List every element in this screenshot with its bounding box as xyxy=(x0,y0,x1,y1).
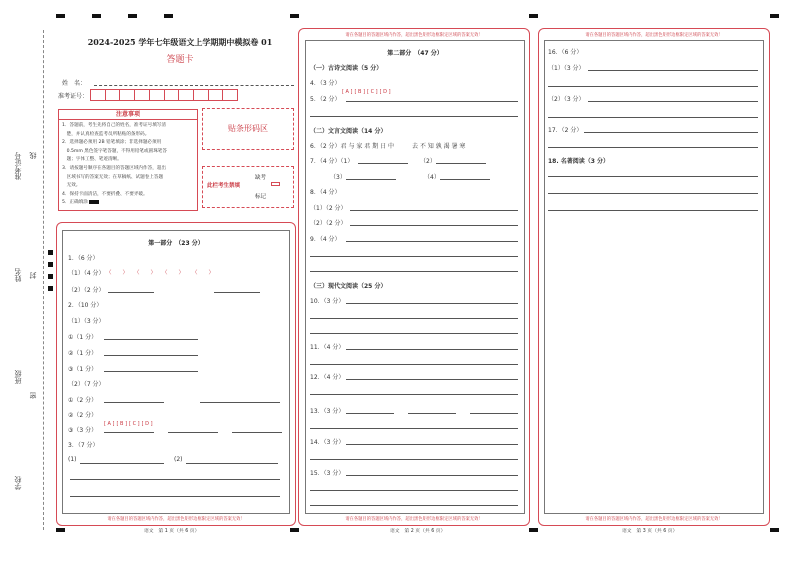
answer-line[interactable] xyxy=(346,303,518,304)
option-d[interactable]: [ D ] xyxy=(141,421,153,427)
answer-line[interactable] xyxy=(408,413,456,414)
barcode-label: 贴条形码区 xyxy=(228,124,268,133)
answer-line[interactable] xyxy=(310,333,518,334)
option-c[interactable]: [ C ] xyxy=(129,421,140,427)
page1-footer: 语文 第 1 页（共 6 页） xyxy=(144,529,200,534)
q15-label: 15．（3 分） xyxy=(310,470,345,477)
page3-inner-box xyxy=(544,40,764,514)
answer-line[interactable] xyxy=(168,432,218,433)
option-c[interactable]: [ C ] xyxy=(367,89,378,95)
option-b[interactable]: [ B ] xyxy=(354,89,366,95)
absent-label: 缺考 xyxy=(255,175,267,181)
answer-line[interactable] xyxy=(548,86,758,87)
q2-1-label: （1）（3 分） xyxy=(68,318,105,325)
answer-line[interactable] xyxy=(548,176,758,177)
notice-line: 题；字体工整、笔迹清晰。 xyxy=(62,157,122,163)
name-field[interactable] xyxy=(94,85,294,86)
part1-title: 第一部分 （23 分） xyxy=(148,240,204,247)
q7-2-label: （2） xyxy=(420,158,436,165)
absent-mark-label: 标记 xyxy=(255,194,267,200)
q3-2-label: (2) xyxy=(174,456,183,463)
answer-line[interactable] xyxy=(310,364,518,365)
q9-label: 9．（4 分） xyxy=(310,236,341,243)
answer-line[interactable] xyxy=(350,210,518,211)
answer-line[interactable] xyxy=(310,428,518,429)
timing-mark xyxy=(290,528,299,532)
answer-line[interactable] xyxy=(200,402,280,403)
side-label: 准考证号 xyxy=(14,152,22,180)
q5-label: 5．（2 分） xyxy=(310,96,341,103)
q1-blank[interactable]: （ ） xyxy=(134,270,157,276)
q17-label: 17．（2 分） xyxy=(548,127,583,134)
part2-title: 第二部分 （47 分） xyxy=(387,50,443,57)
answer-line[interactable] xyxy=(440,179,490,180)
choice-options[interactable] xyxy=(104,410,155,429)
id-label: 准考证号： xyxy=(58,93,89,100)
answer-line[interactable] xyxy=(310,490,518,491)
timing-mark xyxy=(48,286,53,291)
answer-line[interactable] xyxy=(104,371,198,372)
timing-mark xyxy=(770,14,779,18)
notice-line: 无效。 xyxy=(62,183,81,189)
q11-label: 11．（4 分） xyxy=(310,344,345,351)
answer-line[interactable] xyxy=(104,339,198,340)
answer-line[interactable] xyxy=(310,271,518,272)
q10-label: 10．（3 分） xyxy=(310,298,345,305)
q1-blank[interactable]: （ ） xyxy=(162,270,185,276)
notice-line: 区域书写的答案无效；在草稿纸、试题卷上答题 xyxy=(62,174,164,180)
q2-c5-label: ②（2 分） xyxy=(68,412,98,419)
filled-sample xyxy=(89,200,99,204)
notice-line: 5．正确填涂 xyxy=(62,200,88,206)
answer-line[interactable] xyxy=(310,459,518,460)
answer-line[interactable] xyxy=(346,101,518,102)
q18-label: 18. 名著阅读（3 分） xyxy=(548,158,609,165)
q6-label: 6．（2 分）君 与 家 君 期 日 中 去 不 知 孰 渴 暑 寒 xyxy=(310,143,466,150)
answer-line[interactable] xyxy=(548,147,758,148)
notice-line: 4．保持卡面清洁，不要折叠、不要弄破。 xyxy=(62,191,148,197)
q1-blank[interactable]: （ ） xyxy=(192,270,215,276)
q3-label: 3．（7 分） xyxy=(68,442,99,449)
answer-line[interactable] xyxy=(346,444,518,445)
q7-3-label: （3） xyxy=(330,174,346,181)
answer-line[interactable] xyxy=(470,413,518,414)
q2-c6-label: ③（3 分） xyxy=(68,427,98,434)
notice-title: 注意事项 xyxy=(59,110,197,120)
q3-1-label: (1) xyxy=(68,456,77,463)
timing-mark xyxy=(128,14,137,18)
answer-line[interactable] xyxy=(358,163,408,164)
answer-line[interactable] xyxy=(436,163,486,164)
option-a[interactable]: [ A ] xyxy=(342,89,353,95)
notice-line: 楚，并认真检查监考员所粘贴的条形码。 xyxy=(62,131,150,137)
q2-c1-label: ①（1 分） xyxy=(68,334,98,341)
section1-title: （一）古诗文阅读（5 分） xyxy=(310,65,383,72)
answer-line[interactable] xyxy=(186,463,278,464)
notice-line: 2．选择题必须用 2B 铅笔填涂；非选择题必须用 xyxy=(62,140,162,146)
absent-checkbox[interactable] xyxy=(271,182,280,186)
exam-title: 2024-2025 学年七年级语文上学期期中模拟卷 01 xyxy=(87,37,273,47)
q13-label: 13．（3 分） xyxy=(310,408,345,415)
answer-line[interactable] xyxy=(588,101,758,102)
q7-4-label: （4） xyxy=(424,174,440,181)
q7-label: 7．（4 分）（1） xyxy=(310,158,354,165)
answer-line[interactable] xyxy=(104,432,154,433)
side-label: 封 xyxy=(29,272,37,279)
section3-title: （三）现代文阅读（25 分） xyxy=(310,283,387,290)
q16-2-label: （2）（3 分） xyxy=(548,96,585,103)
absent-warning: 此栏考生禁填 xyxy=(207,183,241,189)
answer-line[interactable] xyxy=(588,70,758,71)
binding-line xyxy=(43,30,44,530)
page2-footer: 语文 第 2 页（共 6 页） xyxy=(390,529,446,534)
timing-mark xyxy=(529,528,538,532)
answer-line[interactable] xyxy=(346,475,518,476)
q2-c4-label: ①（2 分） xyxy=(68,397,98,404)
notice-line: 1．答题前，考生先将自己的姓名，准考证号填写清 xyxy=(62,123,166,128)
answer-line[interactable] xyxy=(346,349,518,350)
timing-mark xyxy=(290,14,299,18)
name-label: 姓 名： xyxy=(62,80,87,87)
answer-line[interactable] xyxy=(70,496,280,497)
side-label: 密 xyxy=(29,392,37,399)
answer-line[interactable] xyxy=(232,432,282,433)
timing-mark xyxy=(56,14,65,18)
answer-line[interactable] xyxy=(310,116,518,117)
answer-line[interactable] xyxy=(346,179,396,180)
answer-line[interactable] xyxy=(310,394,518,395)
q1-2-label: （2）（2 分） xyxy=(68,287,105,294)
answer-line[interactable] xyxy=(214,292,260,293)
option-b[interactable]: [ B ] xyxy=(116,421,128,427)
absent-box xyxy=(202,166,294,208)
answer-line[interactable] xyxy=(310,256,518,257)
timing-mark xyxy=(48,250,53,255)
timing-mark xyxy=(529,14,538,18)
q2-label: 2．（10 分） xyxy=(68,302,103,309)
answer-line[interactable] xyxy=(108,292,154,293)
side-label: 姓名 xyxy=(14,268,22,282)
answer-line[interactable] xyxy=(346,379,518,380)
side-label: 线 xyxy=(29,152,37,159)
q2-c3-label: ③（1 分） xyxy=(68,366,98,373)
q4-label: 4．（3 分） xyxy=(310,80,341,87)
answer-line[interactable] xyxy=(310,318,518,319)
side-label: 班级 xyxy=(14,370,22,384)
page3-warning-top: 请在各题目的答题区域内作答，超出黑色矩形边框限定区域的答案无效！ xyxy=(585,33,723,38)
q8-2-label: （2）（2 分） xyxy=(310,220,347,227)
answer-line[interactable] xyxy=(548,117,758,118)
answer-line[interactable] xyxy=(80,463,164,464)
q16-1-label: （1）（3 分） xyxy=(548,65,585,72)
q16-label: 16．（6 分） xyxy=(548,49,583,56)
barcode-area xyxy=(202,108,294,150)
timing-mark xyxy=(48,274,53,279)
answer-line[interactable] xyxy=(310,505,518,506)
side-label: 学校 xyxy=(14,476,22,490)
answer-line[interactable] xyxy=(350,225,518,226)
timing-mark xyxy=(92,14,101,18)
answer-line[interactable] xyxy=(104,355,198,356)
q2-2-label: （2）（7 分） xyxy=(68,381,105,388)
answer-line[interactable] xyxy=(70,479,280,480)
answer-line[interactable] xyxy=(104,402,164,403)
q8-1-label: （1）（2 分） xyxy=(310,205,347,212)
q8-label: 8．（4 分） xyxy=(310,189,341,196)
timing-mark xyxy=(770,528,779,532)
q12-label: 12．（4 分） xyxy=(310,374,345,381)
q2-c2-label: ②（1 分） xyxy=(68,350,98,357)
answer-line[interactable] xyxy=(548,193,758,194)
timing-mark xyxy=(164,14,173,18)
answer-line[interactable] xyxy=(346,241,518,242)
section2-title: （二）文言文阅读（14 分） xyxy=(310,128,387,135)
answer-line[interactable] xyxy=(346,413,394,414)
answer-card-title: 答题卡 xyxy=(166,55,194,65)
answer-line[interactable] xyxy=(548,210,758,211)
page1-warning: 请在各题目的答题区域内作答，超出黑色矩形边框限定区域的答案无效！ xyxy=(107,517,245,522)
q4-options[interactable] xyxy=(342,78,393,97)
timing-mark xyxy=(56,528,65,532)
page3-footer: 语文 第 3 页（共 6 页） xyxy=(622,529,678,534)
answer-line[interactable] xyxy=(584,132,758,133)
page3-warning-bottom: 请在各题目的答题区域内作答，超出黑色矩形边框限定区域的答案无效！ xyxy=(585,517,723,522)
timing-mark xyxy=(48,262,53,267)
notice-line: 3．请按题号顺序在各题目的答题区域内作答，超出 xyxy=(62,165,166,171)
option-d[interactable]: [ D ] xyxy=(379,89,391,95)
q14-label: 14．（3 分） xyxy=(310,439,345,446)
q1-1-label: （1）（4 分） xyxy=(68,270,105,277)
notice-line: 0.5mm 黑色签字笔答题，不得用铅笔或圆珠笔答 xyxy=(62,148,167,154)
q1-label: 1．（6 分） xyxy=(68,255,99,262)
page2-warning-bottom: 请在各题目的答题区域内作答，超出黑色矩形边框限定区域的答案无效！ xyxy=(345,517,483,522)
q1-blank[interactable]: （ ） xyxy=(106,270,129,276)
option-a[interactable]: [ A ] xyxy=(104,421,115,427)
id-boxes[interactable] xyxy=(90,89,238,101)
notice-box xyxy=(58,109,198,211)
page2-warning-top: 请在各题目的答题区域内作答，超出黑色矩形边框限定区域的答案无效！ xyxy=(345,33,483,38)
